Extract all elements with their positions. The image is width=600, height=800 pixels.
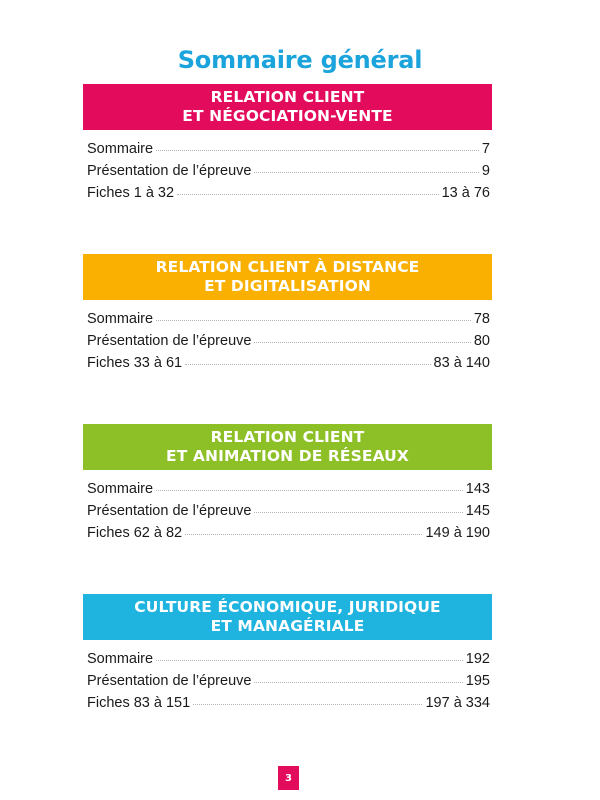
section-banner: [83, 594, 492, 640]
section-banner: [83, 84, 492, 130]
toc-list: [83, 648, 492, 714]
section-relation-client-negociation-vente: [83, 84, 492, 204]
toc-entry-label: Présentation de l’épreuve: [87, 673, 252, 689]
section-heading-line2: ET ANIMATION DE RÉSEAUX: [166, 447, 409, 465]
section-culture-economique-juridique-manageriale: [83, 594, 492, 714]
toc-entry-page: 195: [465, 673, 490, 689]
section-heading-line2: ET DIGITALISATION: [204, 277, 371, 295]
toc-entry-page: 145: [465, 503, 490, 519]
page-number-badge: 3: [278, 766, 299, 790]
toc-entry-page: 9: [481, 163, 490, 179]
toc-entry-presentation[interactable]: [87, 160, 490, 182]
section-heading-line1: RELATION CLIENT: [210, 428, 365, 446]
toc-entry-sommaire[interactable]: [87, 138, 490, 160]
toc-entry-page: 83 à 140: [433, 355, 490, 371]
dot-leader: [156, 489, 463, 491]
dot-leader: [254, 341, 470, 343]
dot-leader: [185, 533, 422, 535]
toc-entry-fiches[interactable]: [87, 522, 490, 544]
toc-entry-sommaire[interactable]: [87, 308, 490, 330]
dot-leader: [156, 319, 471, 321]
toc-list: [83, 138, 492, 204]
toc-entry-label: Fiches 62 à 82: [87, 525, 183, 541]
section-relation-client-distance-digitalisation: [83, 254, 492, 374]
toc-entry-label: Présentation de l’épreuve: [87, 333, 252, 349]
dot-leader: [156, 659, 463, 661]
toc-entry-fiches[interactable]: [87, 692, 490, 714]
toc-entry-page: 143: [465, 481, 490, 497]
section-relation-client-animation-reseaux: [83, 424, 492, 544]
dot-leader: [156, 149, 479, 151]
toc-entry-fiches[interactable]: [87, 352, 490, 374]
toc-entry-page: 197 à 334: [425, 695, 490, 711]
toc-list: [83, 308, 492, 374]
page-title: Sommaire général: [177, 46, 423, 75]
toc-entry-presentation[interactable]: [87, 670, 490, 692]
section-heading-line2: ET MANAGÉRIALE: [210, 617, 365, 635]
dot-leader: [185, 363, 430, 365]
toc-entry-page: 7: [481, 141, 490, 157]
toc-entry-sommaire[interactable]: [87, 648, 490, 670]
toc-entry-page: 192: [465, 651, 490, 667]
toc-entry-presentation[interactable]: [87, 330, 490, 352]
dot-leader: [254, 171, 478, 173]
toc-entry-sommaire[interactable]: [87, 478, 490, 500]
section-heading-line1: RELATION CLIENT: [210, 88, 365, 106]
dot-leader: [177, 193, 439, 195]
toc-entry-page: 149 à 190: [425, 525, 490, 541]
toc-entry-label: Sommaire: [87, 651, 154, 667]
toc-entry-label: Sommaire: [87, 481, 154, 497]
toc-entry-label: Fiches 1 à 32: [87, 185, 175, 201]
section-heading-line1: CULTURE ÉCONOMIQUE, JURIDIQUE: [134, 598, 441, 616]
dot-leader: [193, 703, 422, 705]
toc-entry-label: Présentation de l’épreuve: [87, 163, 252, 179]
toc-entry-label: Présentation de l’épreuve: [87, 503, 252, 519]
dot-leader: [254, 681, 462, 683]
toc-entry-page: 78: [473, 311, 490, 327]
toc-entry-label: Fiches 33 à 61: [87, 355, 183, 371]
toc-list: [83, 478, 492, 544]
section-heading-line1: RELATION CLIENT À DISTANCE: [155, 258, 420, 276]
section-banner: [83, 424, 492, 470]
toc-entry-label: Fiches 83 à 151: [87, 695, 191, 711]
toc-entry-page: 13 à 76: [441, 185, 490, 201]
toc-entry-presentation[interactable]: [87, 500, 490, 522]
section-heading-line2: ET NÉGOCIATION-VENTE: [182, 107, 393, 125]
toc-entry-label: Sommaire: [87, 141, 154, 157]
toc-entry-label: Sommaire: [87, 311, 154, 327]
dot-leader: [254, 511, 462, 513]
section-banner: [83, 254, 492, 300]
toc-entry-fiches[interactable]: [87, 182, 490, 204]
toc-entry-page: 80: [473, 333, 490, 349]
